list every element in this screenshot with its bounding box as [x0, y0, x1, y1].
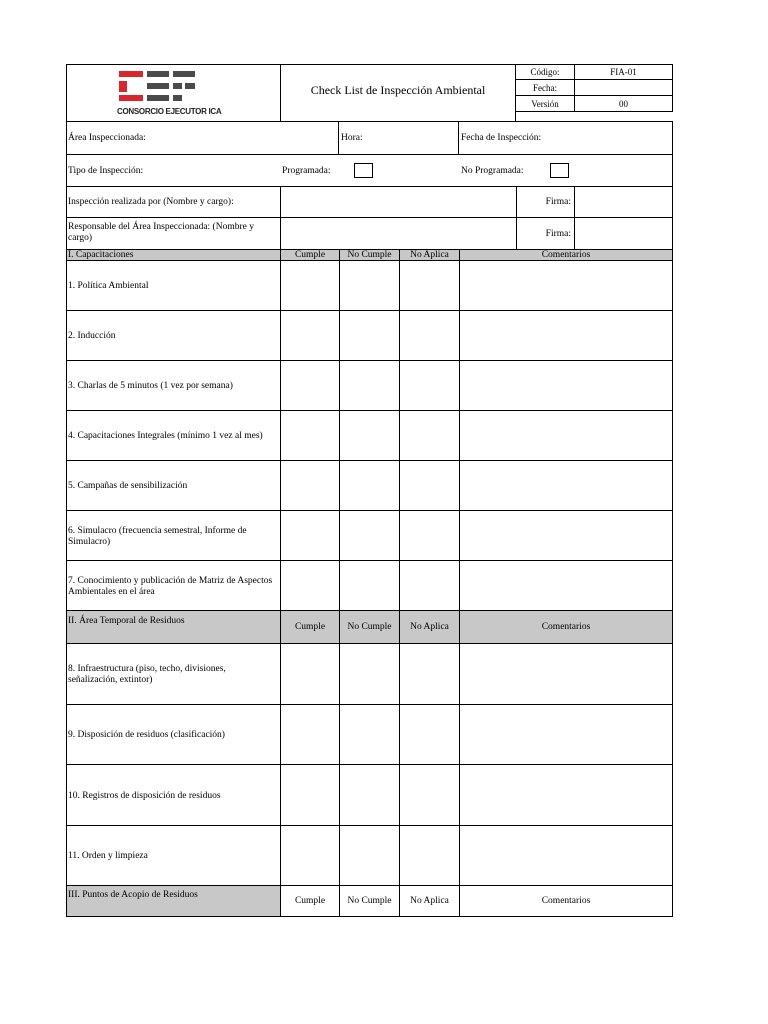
cumple-cell[interactable]	[280, 260, 340, 311]
firma1-label: Firma:	[545, 197, 571, 207]
fecha-inspeccion-label: Fecha de Inspección:	[461, 133, 542, 143]
checklist-item-label: 8. Infraestructura (piso, techo, divisiones, señalización, extintor)	[68, 664, 226, 685]
comentarios-cell[interactable]	[459, 764, 673, 826]
meta-value-cell: 00	[574, 95, 673, 112]
meta-label-cell: Fecha:	[515, 79, 575, 96]
no-aplica-cell[interactable]	[399, 704, 460, 765]
meta-value-cell[interactable]	[574, 79, 673, 96]
no-cumple-cell[interactable]	[339, 560, 400, 611]
cumple-cell[interactable]	[280, 410, 340, 461]
realizada-label: Inspección realizada por (Nombre y cargo):	[68, 197, 234, 207]
no-cumple-cell[interactable]	[339, 825, 400, 886]
fecha-inspeccion-field[interactable]	[458, 121, 673, 155]
responsable-label: Responsable del Área Inspeccionada: (Nombre y cargo)	[68, 222, 254, 243]
checklist-item	[66, 764, 281, 826]
programada-label: Programada:	[282, 166, 331, 176]
logo-cell	[66, 64, 281, 122]
no-aplica-cell[interactable]	[399, 260, 460, 311]
checklist-item-label: 3. Charlas de 5 minutos (1 vez por semana)	[68, 381, 233, 391]
area-label: Área Inspeccionada:	[68, 133, 146, 143]
col-no-aplica-header: No Aplica	[399, 249, 460, 261]
meta-value-cell: FIA-01	[574, 64, 673, 80]
checklist-item	[66, 360, 281, 411]
cumple-cell[interactable]	[280, 460, 340, 511]
meta-label-cell: Código:	[515, 64, 575, 80]
col-cumple-header: Cumple	[280, 885, 340, 917]
checklist-item	[66, 643, 281, 705]
section-header	[66, 885, 281, 917]
col-comentarios-header: Comentarios	[459, 249, 673, 261]
no-cumple-cell[interactable]	[339, 510, 400, 561]
section-title: II. Área Temporal de Residuos	[68, 616, 185, 626]
col-cumple-header: Cumple	[280, 249, 340, 261]
no-aplica-cell[interactable]	[399, 510, 460, 561]
no-aplica-cell[interactable]	[399, 764, 460, 826]
area-field[interactable]	[66, 121, 339, 155]
checklist-item-label: 6. Simulacro (frecuencia semestral, Informe de Simulacro)	[68, 526, 247, 547]
checklist-item-label: 11. Orden y limpieza	[68, 851, 148, 861]
col-no-cumple-header: No Cumple	[339, 885, 400, 917]
section-title: I. Capacitaciones	[68, 250, 134, 260]
checklist-item	[66, 460, 281, 511]
no-cumple-cell[interactable]	[339, 704, 400, 765]
comentarios-cell[interactable]	[459, 643, 673, 705]
checklist-item	[66, 510, 281, 561]
comentarios-cell[interactable]	[459, 510, 673, 561]
checklist-item-label: 7. Conocimiento y publicación de Matriz de Aspectos Ambientales en el área	[68, 576, 273, 597]
no-cumple-cell[interactable]	[339, 410, 400, 461]
no-cumple-cell[interactable]	[339, 764, 400, 826]
no-cumple-cell[interactable]	[339, 360, 400, 411]
no-aplica-cell[interactable]	[399, 825, 460, 886]
programada-checkbox[interactable]	[354, 163, 373, 178]
checklist-item-label: 5. Campañas de sensibilización	[68, 481, 188, 491]
comentarios-cell[interactable]	[459, 260, 673, 311]
firma2-input[interactable]	[574, 217, 673, 250]
cumple-cell[interactable]	[280, 825, 340, 886]
no-programada-checkbox[interactable]	[550, 163, 569, 178]
responsable-cell	[66, 217, 281, 250]
comentarios-cell[interactable]	[459, 825, 673, 886]
firma1-cell	[516, 186, 575, 218]
no-cumple-cell[interactable]	[339, 260, 400, 311]
no-programada-label: No Programada:	[461, 166, 524, 176]
tipo-label: Tipo de Inspección:	[68, 166, 144, 176]
title-cell	[280, 64, 516, 122]
checklist-item	[66, 410, 281, 461]
no-aplica-cell[interactable]	[399, 460, 460, 511]
hora-field[interactable]	[338, 121, 459, 155]
no-aplica-cell[interactable]	[399, 643, 460, 705]
cumple-cell[interactable]	[280, 764, 340, 826]
no-aplica-cell[interactable]	[399, 560, 460, 611]
firma2-label: Firma:	[545, 229, 571, 239]
checklist-item	[66, 260, 281, 311]
comentarios-cell[interactable]	[459, 560, 673, 611]
hora-label: Hora:	[341, 133, 363, 143]
cumple-cell[interactable]	[280, 510, 340, 561]
section-header	[66, 610, 281, 644]
company-name: CONSORCIO EJECUTOR ICA	[117, 107, 222, 116]
col-no-aplica-header: No Aplica	[399, 610, 460, 644]
checklist-item	[66, 704, 281, 765]
checklist-item-label: 4. Capacitaciones Integrales (mínimo 1 vez al mes)	[68, 431, 263, 441]
no-aplica-cell[interactable]	[399, 310, 460, 361]
checklist-item-label: 1. Política Ambiental	[68, 281, 149, 291]
responsable-input[interactable]	[280, 217, 517, 250]
cumple-cell[interactable]	[280, 360, 340, 411]
no-aplica-cell[interactable]	[399, 410, 460, 461]
comentarios-cell[interactable]	[459, 310, 673, 361]
checklist-item-label: 10. Registros de disposición de residuos	[68, 791, 221, 801]
comentarios-cell[interactable]	[459, 704, 673, 765]
col-no-cumple-header: No Cumple	[339, 610, 400, 644]
meta-label-cell: Versión	[515, 95, 575, 112]
cumple-cell[interactable]	[280, 704, 340, 765]
cumple-cell[interactable]	[280, 310, 340, 361]
firma1-input[interactable]	[574, 186, 673, 218]
realizada-input[interactable]	[280, 186, 517, 218]
col-no-aplica-header: No Aplica	[399, 885, 460, 917]
checklist-item	[66, 310, 281, 361]
no-cumple-cell[interactable]	[339, 460, 400, 511]
form-title: Check List de Inspección Ambiental	[310, 83, 486, 97]
section-title: III. Puntos de Acopio de Residuos	[68, 890, 198, 900]
checklist-item	[66, 560, 281, 611]
realizada-cell	[66, 186, 281, 218]
comentarios-cell[interactable]	[459, 410, 673, 461]
firma2-cell	[516, 217, 575, 250]
no-cumple-cell[interactable]	[339, 643, 400, 705]
cumple-cell[interactable]	[280, 560, 340, 611]
checklist-item	[66, 825, 281, 886]
cumple-cell[interactable]	[280, 643, 340, 705]
tipo-inspeccion-row	[66, 154, 673, 187]
comentarios-cell[interactable]	[459, 360, 673, 411]
col-no-cumple-header: No Cumple	[339, 249, 400, 261]
col-cumple-header: Cumple	[280, 610, 340, 644]
col-comentarios-header: Comentarios	[459, 610, 673, 644]
comentarios-cell[interactable]	[459, 460, 673, 511]
no-aplica-cell[interactable]	[399, 360, 460, 411]
checklist-item-label: 2. Inducción	[68, 331, 116, 341]
no-cumple-cell[interactable]	[339, 310, 400, 361]
col-comentarios-header: Comentarios	[459, 885, 673, 917]
checklist-item-label: 9. Disposición de residuos (clasificación)	[68, 730, 225, 740]
